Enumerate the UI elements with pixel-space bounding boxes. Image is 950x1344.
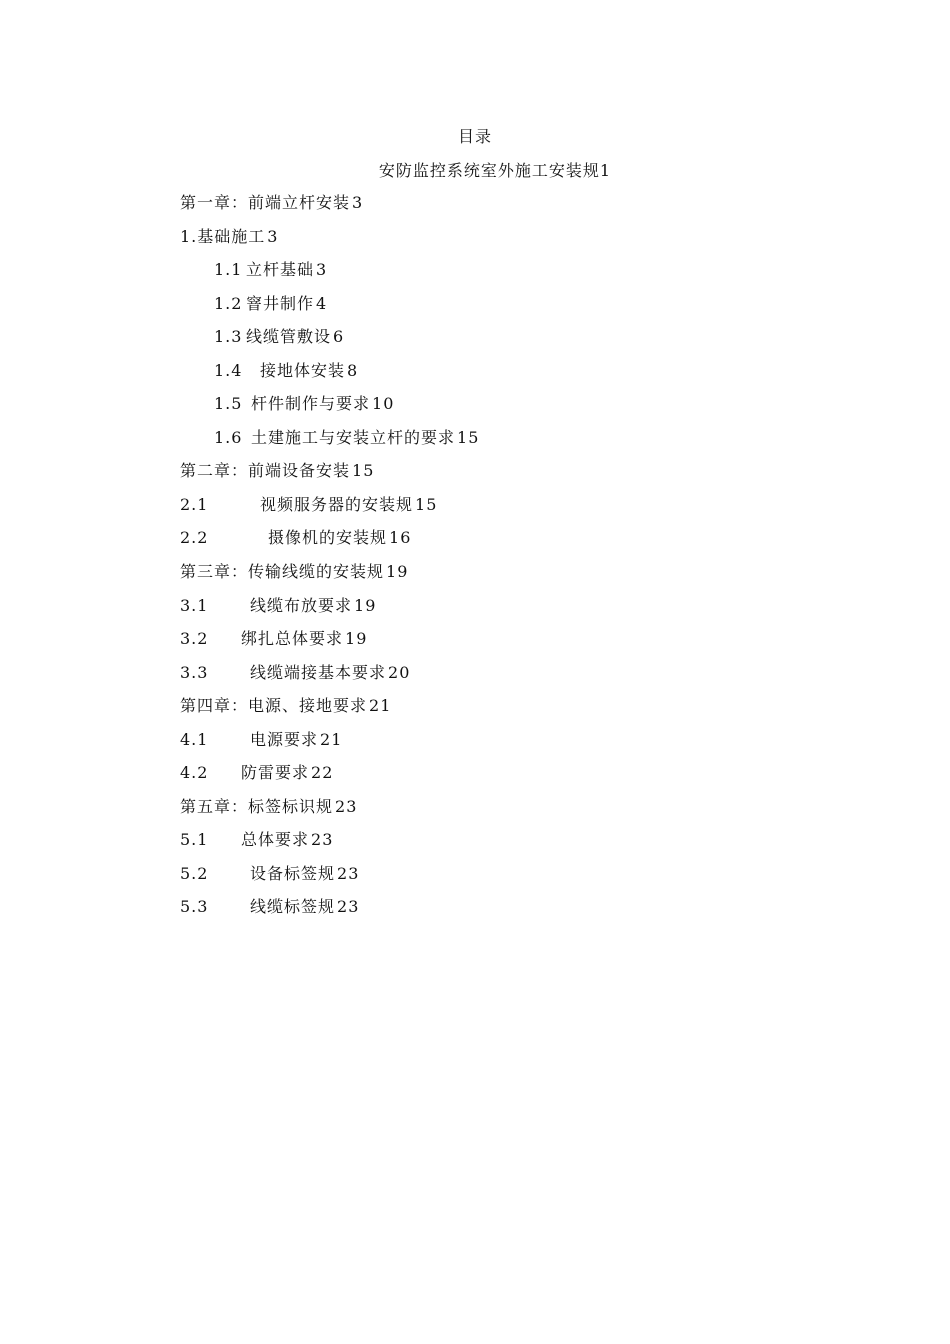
toc-entry-number: 3.3 bbox=[180, 662, 209, 682]
toc-entry-chapter-1[interactable] bbox=[0, 192, 950, 226]
toc-entry-page: 3 bbox=[267, 226, 279, 246]
toc-entry-text: 第三章：传输线缆的安装规 bbox=[180, 562, 385, 582]
toc-entry-5-3[interactable] bbox=[0, 896, 950, 930]
toc-entry-page: 23 bbox=[337, 863, 360, 883]
toc-entry-text: 第一章：前端立杆安装 bbox=[180, 193, 351, 212]
toc-entry-section-1[interactable] bbox=[0, 226, 950, 260]
toc-entry-3-1[interactable] bbox=[0, 595, 950, 629]
toc-entry-page: 15 bbox=[415, 494, 438, 514]
toc-entry-page: 19 bbox=[354, 595, 377, 615]
toc-entry-text: 第二章：前端设备安装 bbox=[180, 461, 351, 481]
toc-entry-text: 线缆标签规 bbox=[250, 897, 336, 917]
toc-entry-1-3[interactable] bbox=[0, 326, 950, 360]
toc-entry-chapter-4[interactable] bbox=[0, 695, 950, 729]
toc-entry-text: 总体要求 bbox=[241, 830, 310, 850]
toc-entry-4-2[interactable] bbox=[0, 762, 950, 796]
toc-entry-number: 1.5 bbox=[214, 394, 243, 414]
toc-entry-text: 杆件制作与要求 bbox=[251, 394, 371, 414]
toc-heading: 目录 bbox=[457, 127, 492, 146]
toc-entry-text: 防雷要求 bbox=[241, 763, 310, 783]
toc-entry-page: 15 bbox=[352, 461, 375, 481]
toc-entry-number: 3.2 bbox=[180, 629, 209, 649]
toc-entry-number: 3.1 bbox=[180, 595, 209, 615]
toc-entry-page: 16 bbox=[389, 528, 412, 548]
toc-entry-number: 1.4 bbox=[214, 360, 243, 380]
toc-entry-number: 2.2 bbox=[180, 528, 209, 548]
toc-entry-page: 21 bbox=[320, 729, 343, 749]
toc-entry-page: 15 bbox=[457, 427, 480, 447]
toc-entry-page: 3 bbox=[352, 193, 364, 212]
toc-entry-number: 1.3 bbox=[214, 327, 243, 347]
toc-entry-text: 土建施工与安装立杆的要求 bbox=[251, 427, 456, 447]
toc-entry-5-2[interactable] bbox=[0, 863, 950, 897]
toc-entry-number: 1.1 bbox=[214, 260, 243, 280]
toc-entry-page: 6 bbox=[333, 327, 345, 347]
toc-entry-text: 立杆基础 bbox=[246, 260, 315, 280]
toc-entry-number: 5.1 bbox=[180, 830, 209, 850]
toc-entry-page: 20 bbox=[388, 662, 411, 682]
toc-entry-page: 4 bbox=[316, 293, 328, 313]
toc-entry-1-2[interactable] bbox=[0, 293, 950, 327]
toc-entry-text: 摄像机的安装规 bbox=[268, 528, 388, 548]
toc-entry-text: 第四章：电源、接地要求 bbox=[180, 696, 368, 716]
toc-entry-page: 3 bbox=[316, 260, 328, 280]
toc-entry-text: 接地体安装 bbox=[260, 360, 346, 380]
toc-entry-text: 窨井制作 bbox=[246, 293, 315, 313]
toc-entry-text: 电源要求 bbox=[250, 729, 319, 749]
toc-entry-text: 线缆管敷设 bbox=[246, 327, 332, 347]
toc-entry-page: 23 bbox=[311, 830, 334, 850]
toc-entry-text: 线缆布放要求 bbox=[250, 595, 353, 615]
toc-entry-page: 19 bbox=[386, 562, 409, 582]
toc-entry-chapter-2[interactable] bbox=[0, 460, 950, 494]
toc-entry-2-2[interactable] bbox=[0, 527, 950, 561]
toc-entry-text: 设备标签规 bbox=[250, 863, 336, 883]
toc-entry-3-2[interactable] bbox=[0, 628, 950, 662]
toc-entry-number: 4.2 bbox=[180, 763, 209, 783]
toc-entry-text: 绑扎总体要求 bbox=[241, 629, 344, 649]
toc-entry-text: 视频服务器的安装规 bbox=[260, 494, 414, 514]
toc-entry-5-1[interactable] bbox=[0, 829, 950, 863]
toc-entry-text: 1.基础施工 bbox=[180, 226, 266, 246]
toc-entry-page: 23 bbox=[337, 897, 360, 917]
toc-entry-chapter-5[interactable] bbox=[0, 796, 950, 830]
toc-entry-1-5[interactable] bbox=[0, 393, 950, 427]
toc-entry-1-1[interactable] bbox=[0, 259, 950, 293]
toc-entry-text: 线缆端接基本要求 bbox=[250, 662, 387, 682]
toc-entry-page: 19 bbox=[345, 629, 368, 649]
table-of-contents bbox=[0, 192, 950, 930]
toc-entry-1-4[interactable] bbox=[0, 360, 950, 394]
toc-entry-page: 22 bbox=[311, 763, 334, 783]
toc-entry-number: 2.1 bbox=[180, 494, 209, 514]
toc-entry-number: 5.2 bbox=[180, 863, 209, 883]
toc-entry-number: 5.3 bbox=[180, 897, 209, 917]
toc-entry-page: 10 bbox=[372, 394, 395, 414]
toc-entry-page: 23 bbox=[335, 796, 358, 816]
toc-entry-3-3[interactable] bbox=[0, 662, 950, 696]
toc-entry-1-6[interactable] bbox=[0, 427, 950, 461]
toc-entry-page: 21 bbox=[369, 696, 392, 716]
toc-entry-number: 1.2 bbox=[214, 293, 243, 313]
toc-entry-text: 第五章：标签标识规 bbox=[180, 796, 334, 816]
toc-entry-4-1[interactable] bbox=[0, 729, 950, 763]
toc-entry-chapter-3[interactable] bbox=[0, 561, 950, 595]
toc-entry-page: 8 bbox=[347, 360, 359, 380]
toc-entry-2-1[interactable] bbox=[0, 494, 950, 528]
toc-entry-number: 4.1 bbox=[180, 729, 209, 749]
toc-entry-number: 1.6 bbox=[214, 427, 243, 447]
document-title: 安防监控系统室外施工安装规1 bbox=[378, 161, 612, 180]
